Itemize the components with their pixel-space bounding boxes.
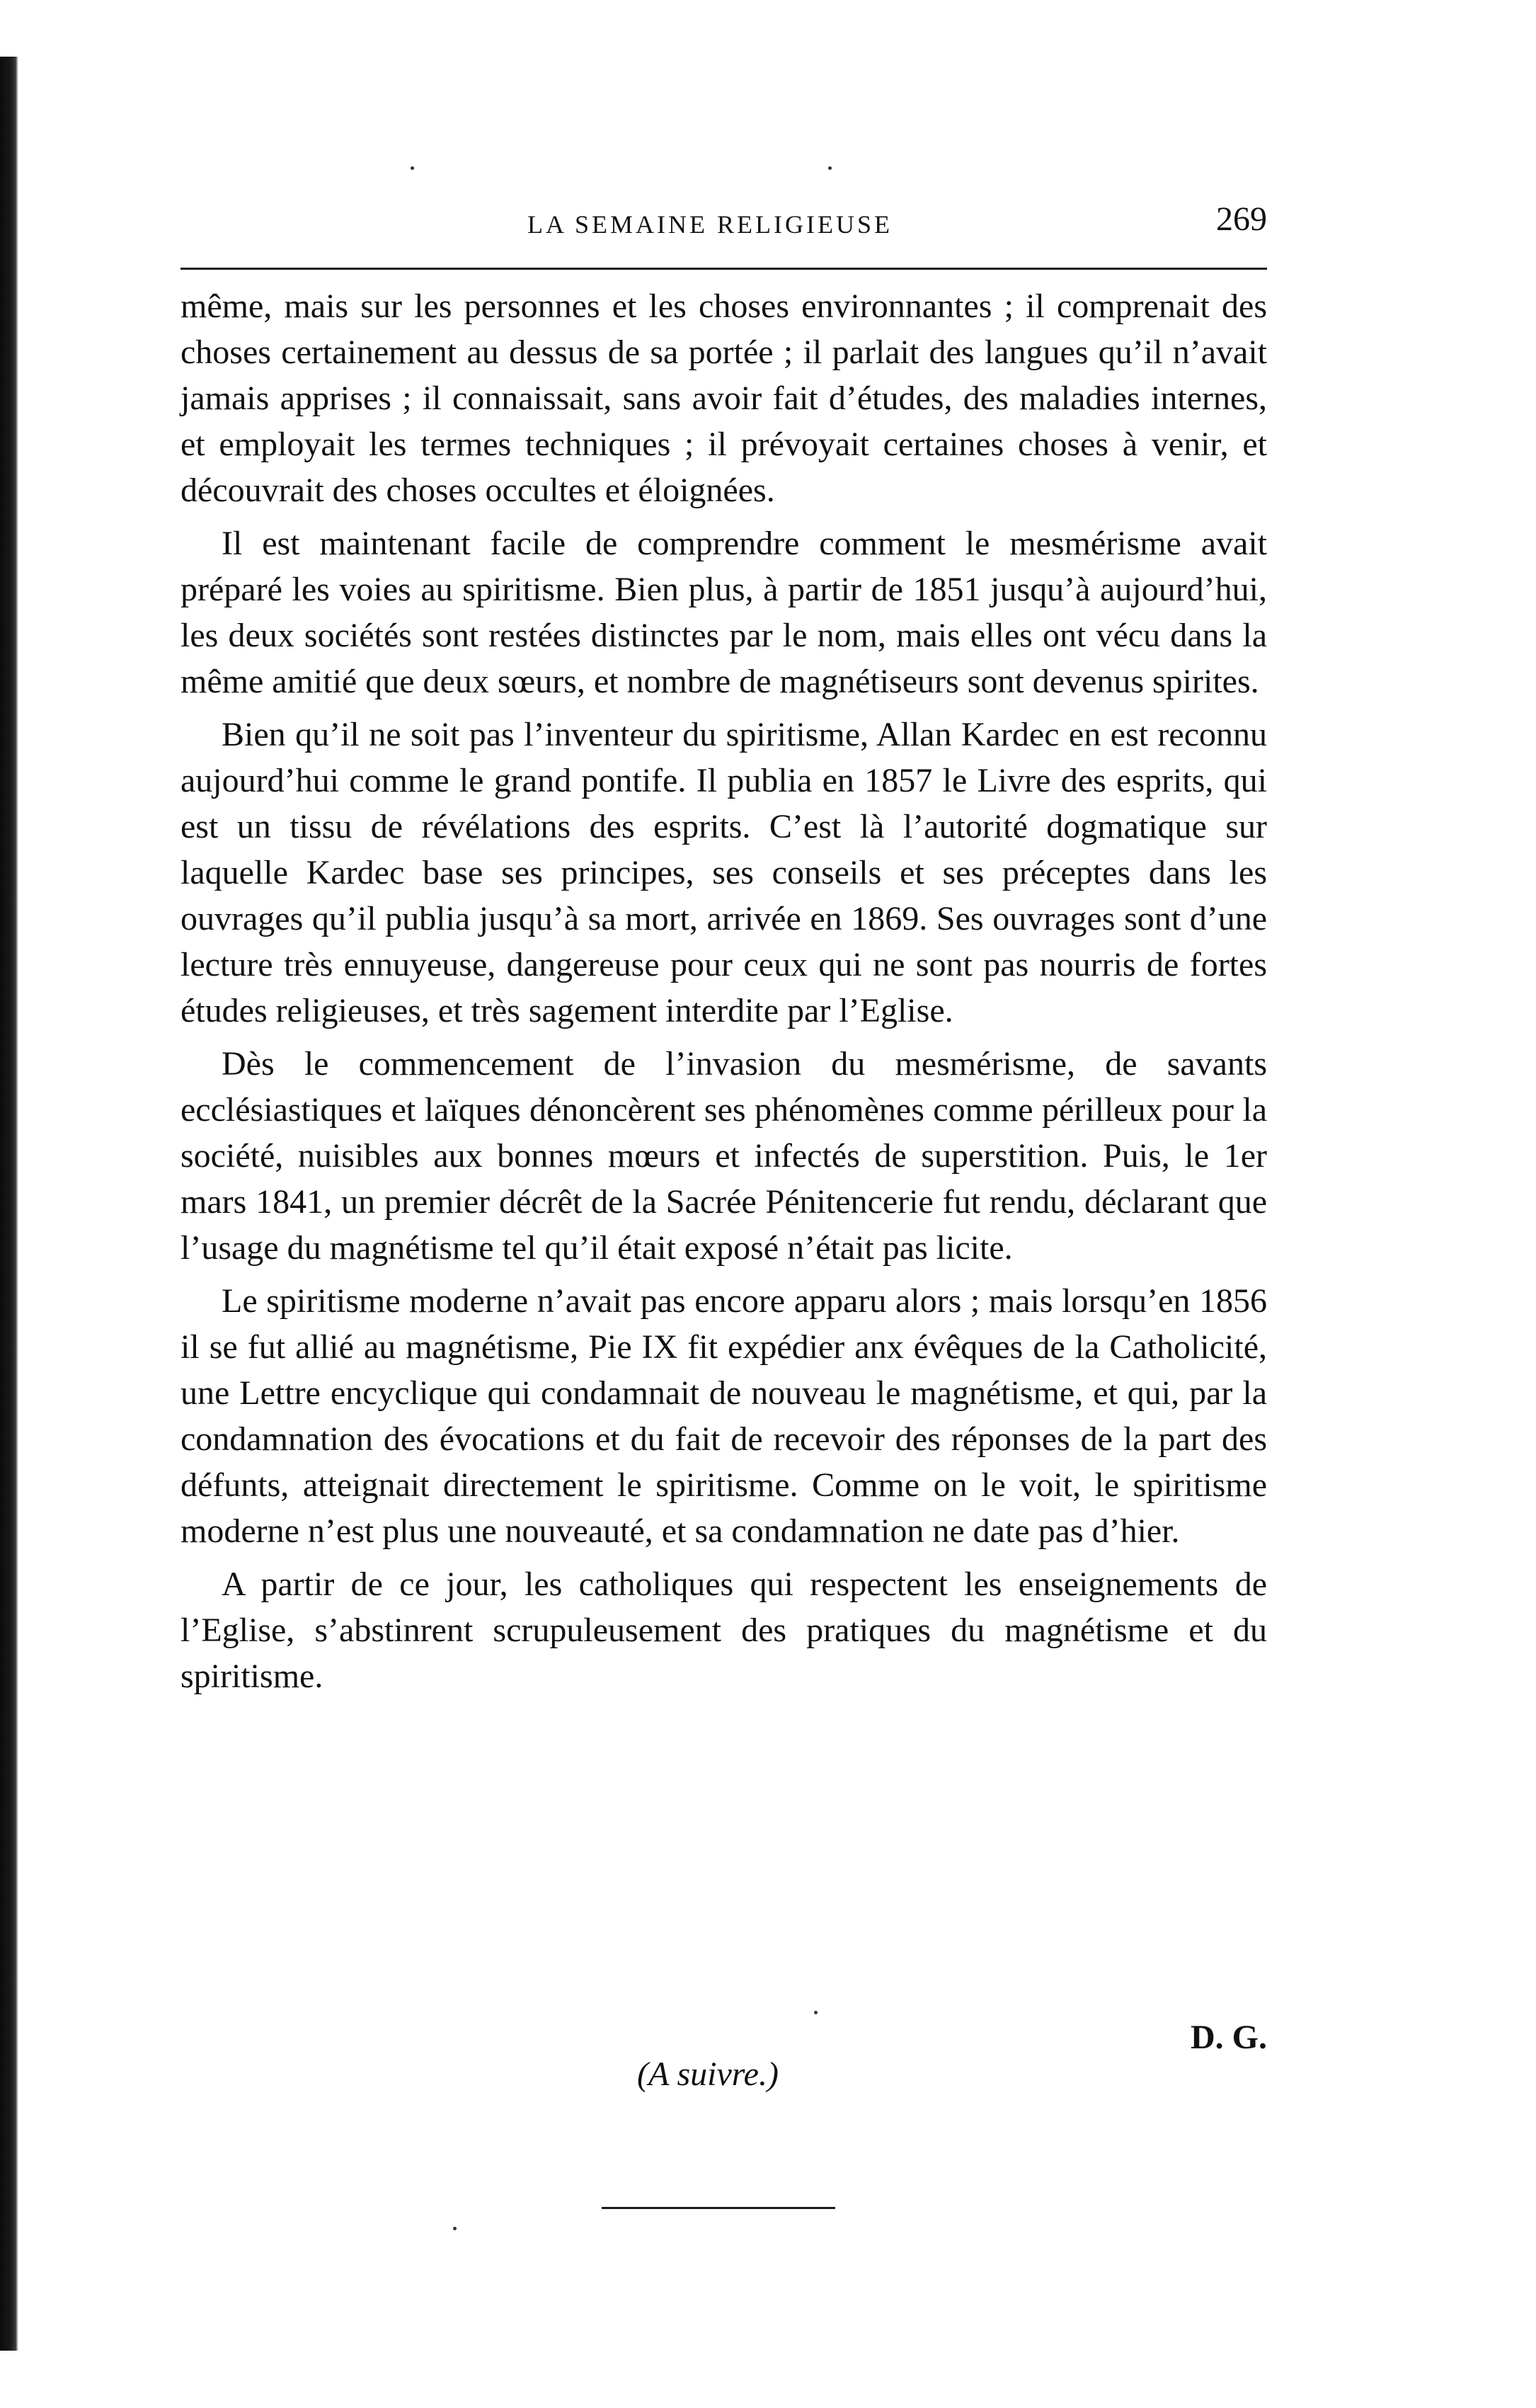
paragraph-3: Bien qu’il ne soit pas l’inventeur du spiritisme, Allan Kardec en est reconnu aujourd’hui comme le grand pontife. Il publia en 1857 le Livre des esprits, qui est un tissu de révélations des esprits. C’est là l’autorité dogmatique sur laquelle Kardec base ses principes, ses conseils et ses préceptes dans les ouvrages qu’il publia jusqu’à sa mort, arrivée en 1869. Ses ouvrages sont d’une lecture très ennuyeuse, dangereuse pour ceux qui ne sont pas nourris de fortes études religieuses, et très sagement interdite par l’Eglise. [180, 716, 1267, 1029]
scan-speck [411, 166, 414, 170]
scan-speck [828, 166, 832, 170]
scan-speck [453, 2227, 457, 2230]
paragraph-4: Dès le commencement de l’invasion du mesmérisme, de savants ecclésiastiques et laïques dénoncèrent ses phénomènes comme périlleux pour la société, nuisibles aux bonnes mœurs et infectés de superstition. Puis, le 1er mars 1841, un premier décrêt de la Sacrée Pénitencerie fut rendu, déclarant que l’usage du magnétisme tel qu’il était exposé n’était pas licite. [180, 1045, 1267, 1267]
header-rule [180, 268, 1267, 270]
scan-speck [814, 2011, 818, 2014]
running-header [180, 200, 1267, 249]
paragraph-6: A partir de ce jour, les catholiques qui respectent les enseignements de l’Eglise, s’abstinrent scrupuleusement des pratiques du magnétisme et du spiritisme. [180, 1565, 1267, 1695]
continuation-note: (A suivre.) [637, 2055, 779, 2093]
paragraph-1: même, mais sur les personnes et les choses environnantes ; il comprenait des choses certainement au dessus de sa portée ; il parlait des langues qu’il n’avait jamais apprises ; il connaissait, sans avoir fait d’études, des maladies internes, et employait les termes techniques ; il prévoyait certaines choses à venir, et découvrait des choses occultes et éloignées. [180, 287, 1267, 509]
running-title: LA SEMAINE RELIGIEUSE [527, 210, 893, 239]
author-signature: D. G. [1191, 2019, 1267, 2056]
closing-rule [602, 2207, 835, 2209]
paragraph-2: Il est maintenant facile de comprendre comment le mesmérisme avait préparé les voies au spiritisme. Bien plus, à partir de 1851 jusqu’à aujourd’hui, les deux sociétés sont restées distinctes par le nom, mais elles ont vécu dans la même amitié que deux sœurs, et nombre de magnétiseurs sont devenus spirites. [180, 525, 1267, 700]
paragraph-5: Le spiritisme moderne n’avait pas encore apparu alors ; mais lorsqu’en 1856 il se fut allié au magnétisme, Pie IX fit expédier anx évêques de la Catholicité, une Lettre encyclique qui condamnait de nouveau le magnétisme, et qui, par la condamnation des évocations et du fait de recevoir des réponses de la part des défunts, atteignait directement le spiritisme. Comme on le voit, le spiritisme moderne n’est plus une nouveauté, et sa condamnation ne date pas d’hier. [180, 1282, 1267, 1550]
page-number: 269 [1216, 200, 1267, 238]
article-body [180, 283, 1267, 1706]
scan-binding-edge [0, 57, 18, 2351]
